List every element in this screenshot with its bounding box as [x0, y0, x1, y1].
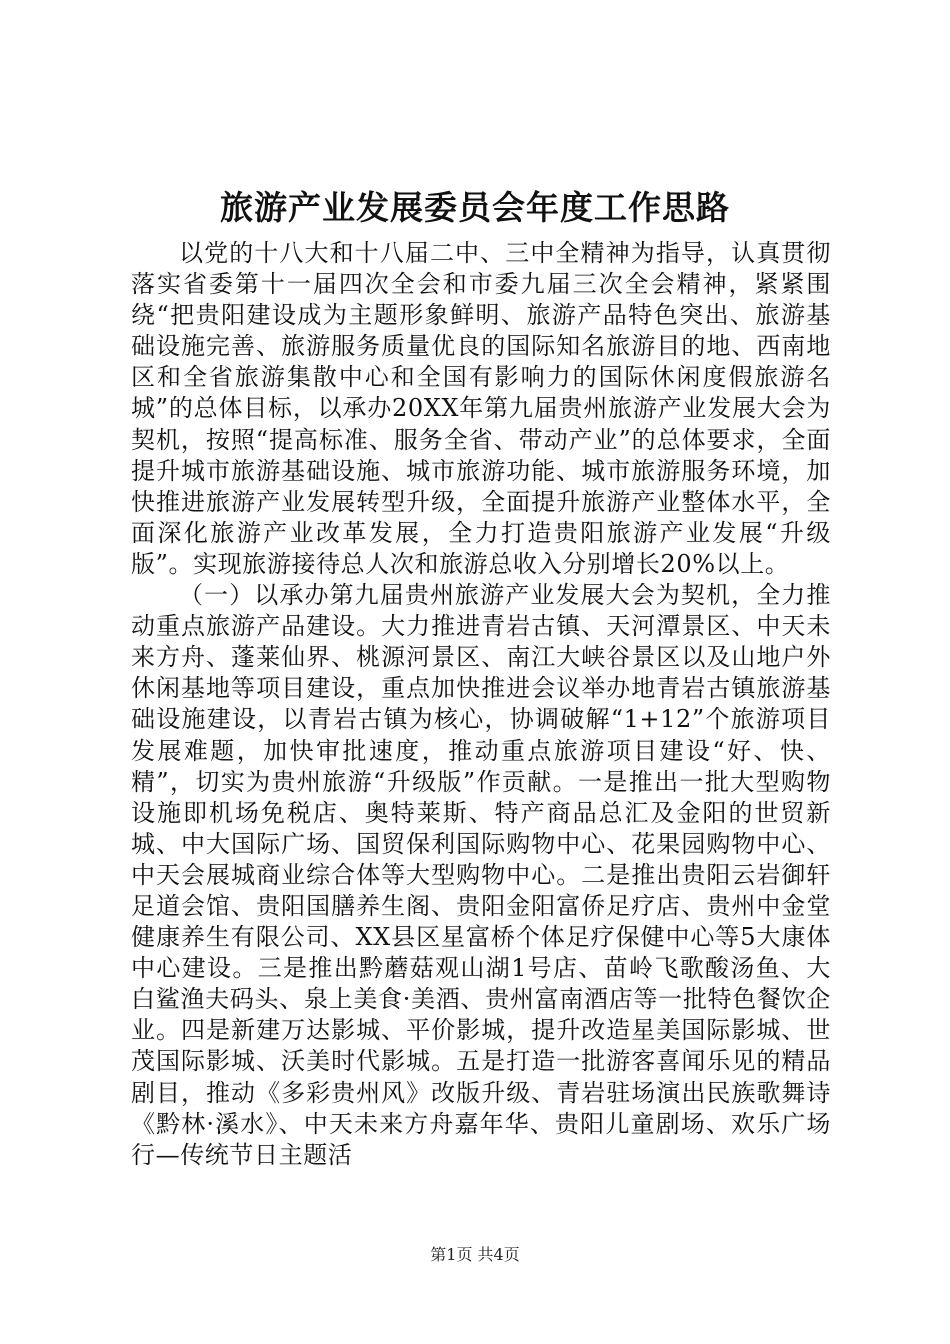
document-title: 旅游产业发展委员会年度工作思路 [220, 188, 730, 227]
page-footer: 第1页 共4页 [430, 1245, 520, 1264]
document-body [131, 238, 831, 1171]
paragraph-section-1: （一）以承办第九届贵州旅游产业发展大会为契机，全力推动重点旅游产品建设。大力推进青岩古镇、天河潭景区、中天未来方舟、蓬莱仙界、桃源河景区、南江大峡谷景区以及山地户外休闲基地等项目建设，重点加快推进会议举办地青岩古镇旅游基础设施建设，以青岩古镇为核心，协调破解“1+12”个旅游项目发展难题，加快审批速度，推动重点旅游项目建设“好、快、精”，切实为贵州旅游“升级版”作贡献。一是推出一批大型购物设施即机场免税店、奥特莱斯、特产商品总汇及金阳的世贸新城、中大国际广场、国贸保利国际购物中心、花果园购物中心、中天会展城商业综合体等大型购物中心。二是推出贵阳云岩御轩足道会馆、贵阳国膳养生阁、贵阳金阳富侨足疗店、贵州中金堂健康养生有限公司、XX县区星富桥个体足疗保健中心等5大康体中心建设。三是推出黔蘑菇观山湖1号店、苗岭飞歌酸汤鱼、大白鲨渔夫码头、泉上美食·美酒、贵州富南酒店等一批特色餐饮企业。四是新建万达影城、平价影城，提升改造星美国际影城、世茂国际影城、沃美时代影城。五是打造一批游客喜闻乐见的精品剧目，推动《多彩贵州风》改版升级、青岩驻场演出民族歌舞诗《黔林·溪水》、中天未来方舟嘉年华、贵阳儿童剧场、欢乐广场行—传统节日主题活 [131, 581, 831, 1169]
paragraph-intro: 以党的十八大和十八届二中、三中全精神为指导，认真贯彻落实省委第十一届四次全会和市委九届三次全会精神，紧紧围绕“把贵阳建设成为主题形象鲜明、旅游产品特色突出、旅游基础设施完善、旅游服务质量优良的国际知名旅游目的地、西南地区和全省旅游集散中心和全国有影响力的国际休闲度假旅游名城”的总体目标，以承办20XX年第九届贵州旅游产业发展大会为契机，按照“提高标准、服务全省、带动产业”的总体要求，全面提升城市旅游基础设施、城市旅游功能、城市旅游服务环境，加快推进旅游产业发展转型升级，全面提升旅游产业整体水平，全面深化旅游产业改革发展，全力打造贵阳旅游产业发展“升级版”。实现旅游接待总人次和旅游总收入分别增长20%以上。 [131, 239, 831, 578]
